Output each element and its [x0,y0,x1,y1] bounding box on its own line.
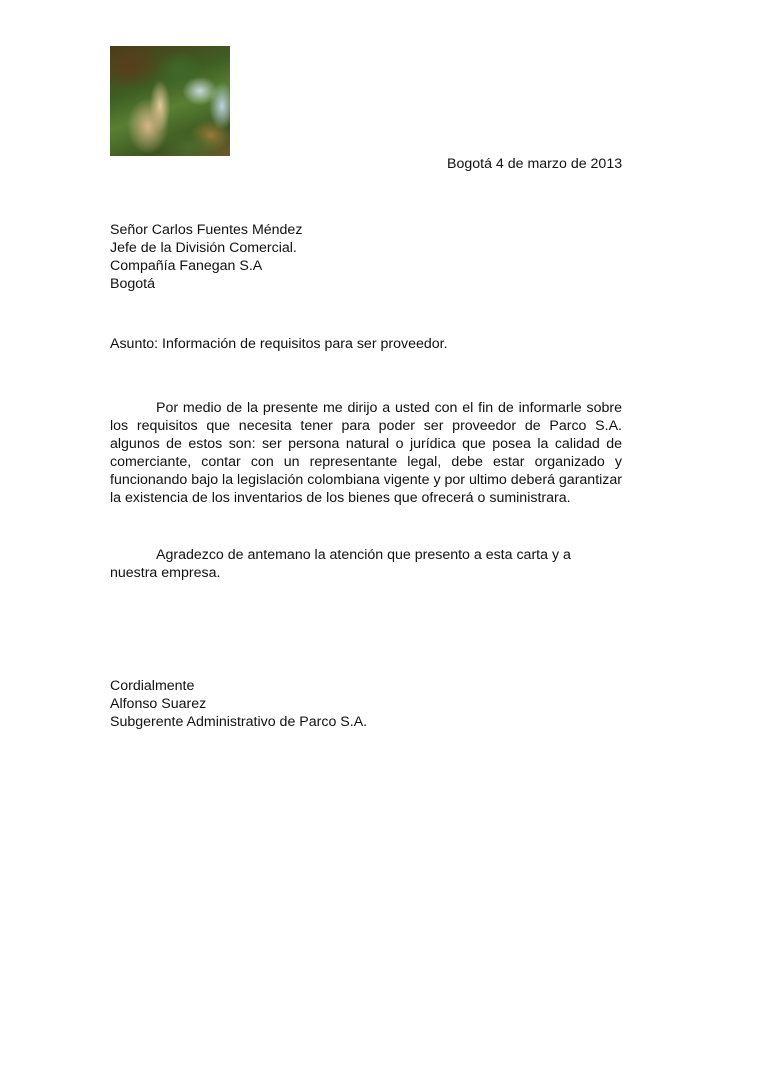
recipient-name: Señor Carlos Fuentes Méndez [110,222,303,238]
signer-title: Subgerente Administrativo de Parco S.A. [110,714,368,730]
painting-image [110,46,230,156]
body-paragraph-1: Por medio de la presente me dirijo a usted con el fin de informarle sobre los requisitos que necesita tener para poder ser proveedor de Parco S.A. algunos de estos son: ser persona natural o jurídica que posea la calidad de comerciante, contar con un representante legal, debe estar organizado y funcionando bajo la legislación colombiana vigente y por ultimo deberá garantizar la existencia de los inventarios de los bienes que ofrecerá o suministrara. [110,400,622,506]
closing-block [110,677,367,731]
signer-name: Alfonso Suarez [110,696,207,712]
letter-subject: Asunto: Información de requisitos para ser proveedor. [110,336,448,352]
letter-date: Bogotá 4 de marzo de 2013 [447,156,623,172]
recipient-title: Jefe de la División Comercial. [110,240,297,256]
body-paragraph-2: Agradezco de antemano la atención que presento a esta carta y a nuestra empresa. [110,547,571,581]
recipient-company: Compañía Fanegan S.A [110,258,263,274]
closing-salutation: Cordialmente [110,678,195,694]
recipient-block [110,221,302,293]
recipient-city: Bogotá [110,276,155,292]
